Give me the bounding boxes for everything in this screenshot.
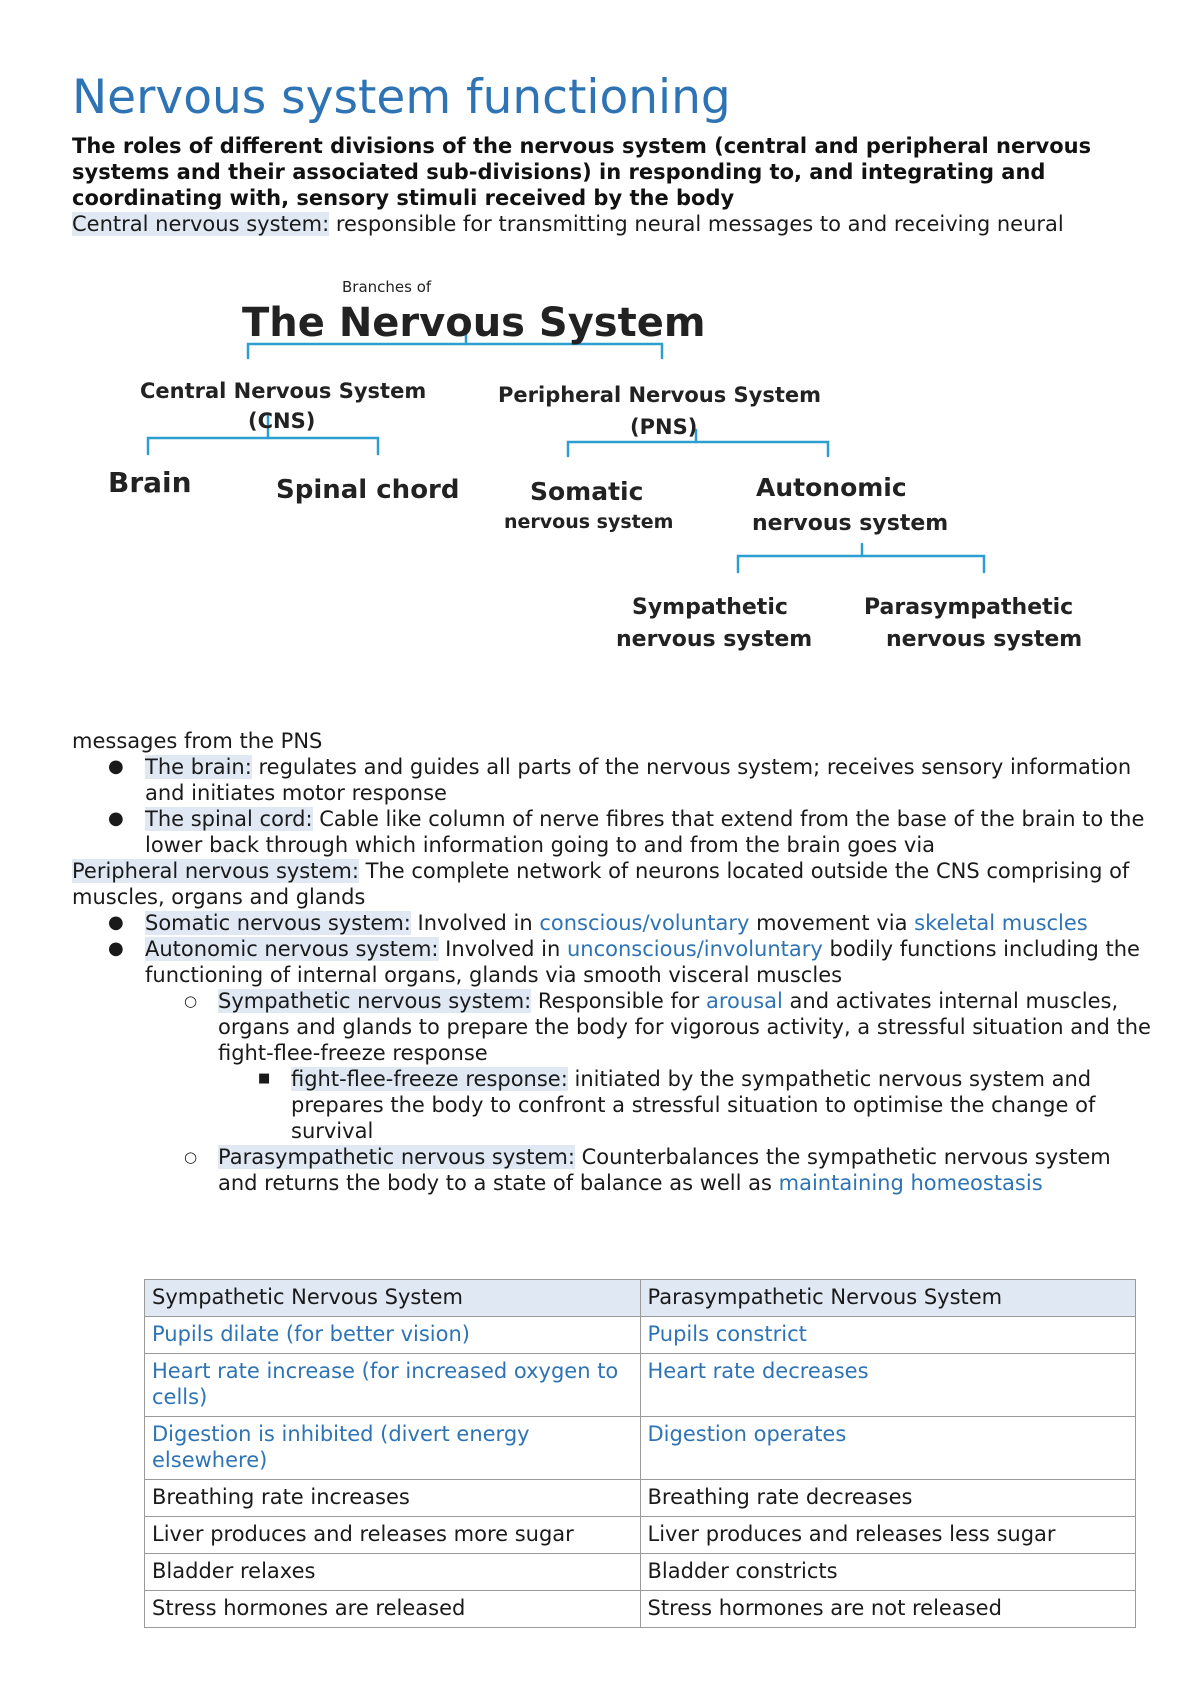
autonomic-text-1: Involved in [438, 937, 567, 961]
autonomic-text-2: bodily functions including the functioning of internal organs, glands via smooth visceral muscles [145, 937, 1140, 987]
table-row [145, 1591, 1136, 1628]
somatic-text-1: Involved in [410, 911, 540, 935]
table-row [145, 1480, 1136, 1517]
table-cell: Breathing rate decreases [640, 1480, 1136, 1517]
somatic-term: Somatic nervous system: [145, 911, 411, 935]
diagram-brain: Brain [108, 466, 192, 499]
table-cell: Bladder constricts [640, 1554, 1136, 1591]
fff-term: fight-flee-freeze response: [291, 1067, 568, 1091]
para-term: Parasympathetic nervous system: [218, 1145, 575, 1169]
brain-text: regulates and guides all parts of the nervous system; receives sensory information and initiates motor response [145, 755, 1132, 805]
table-cell: Heart rate decreases [640, 1354, 1136, 1417]
table-row [145, 1354, 1136, 1417]
table-cell: Digestion is inhibited (divert energy elsewhere) [145, 1417, 641, 1480]
bullet-icon: ● [108, 808, 124, 829]
table-cell: Stress hormones are not released [640, 1591, 1136, 1628]
diagram-autonomic-line1: Autonomic [756, 473, 907, 502]
diagram-cns-line1: Central Nervous System [140, 379, 427, 403]
root-bracket [248, 344, 662, 358]
nervous-system-diagram [100, 270, 1140, 690]
sympathetic-text-2: and activates internal muscles, organs and glands to prepare the body for vigorous activity, a stressful situation and the fight-flee-freeze response [218, 989, 1151, 1065]
list-item-somatic [72, 910, 1152, 936]
cns-list [72, 754, 1152, 858]
table-cell: Pupils dilate (for better vision) [145, 1317, 641, 1354]
somatic-keyword-1: conscious/voluntary [539, 911, 750, 935]
bullet-icon: ● [108, 756, 124, 777]
sympathetic-keyword-1: arousal [706, 989, 783, 1013]
table-cell: Breathing rate increases [145, 1480, 641, 1517]
spinal-term: The spinal cord: [145, 807, 313, 831]
sympathetic-text-1: Responsible for [531, 989, 706, 1013]
comparison-table [144, 1279, 1136, 1628]
sympathetic-term: Sympathetic nervous system: [218, 989, 532, 1013]
list-item-parasympathetic [72, 1144, 1152, 1196]
cns-term: Central nervous system: [72, 212, 330, 236]
list-item-sympathetic [72, 988, 1152, 1066]
table-header-sympathetic: Sympathetic Nervous System [145, 1280, 641, 1317]
circle-bullet-icon: ○ [184, 992, 198, 1010]
para-keyword-1: maintaining homeostasis [778, 1171, 1043, 1195]
page-title: Nervous system functioning [72, 70, 731, 125]
table-row [145, 1517, 1136, 1554]
diagram-somatic-line2: nervous system [504, 511, 674, 533]
cns-definition-start [72, 211, 1152, 237]
table-row [145, 1417, 1136, 1480]
diagram-pns-line1: Peripheral Nervous System [498, 383, 821, 407]
pns-list [72, 910, 1152, 1196]
bullet-icon: ● [108, 938, 124, 959]
square-bullet-icon: ■ [258, 1071, 271, 1086]
notes-section [72, 728, 1152, 1196]
diagram-pns-line2: (PNS) [630, 415, 698, 439]
diagram-parasympathetic-line2: nervous system [886, 627, 1083, 652]
cns-text-part1: responsible for transmitting neural messages to and receiving neural [329, 212, 1064, 236]
diagram-kicker: Branches of [342, 278, 432, 296]
cns-definition-end: messages from the PNS [72, 729, 323, 753]
list-item-fight-flee-freeze [72, 1066, 1152, 1144]
table-cell: Bladder relaxes [145, 1554, 641, 1591]
cns-bracket [148, 438, 378, 454]
list-item-autonomic [72, 936, 1152, 988]
table-cell: Stress hormones are released [145, 1591, 641, 1628]
fff-text: initiated by the sympathetic nervous system and prepares the body to confront a stressful situation to optimise the change of survival [291, 1067, 1096, 1143]
table-cell: Liver produces and releases less sugar [640, 1517, 1136, 1554]
pns-definition [72, 858, 1152, 910]
somatic-text-2: movement via [749, 911, 915, 935]
table-row [145, 1317, 1136, 1354]
circle-bullet-icon: ○ [184, 1148, 198, 1166]
diagram-cns-line2: (CNS) [248, 409, 316, 433]
table-header-row [145, 1280, 1136, 1317]
diagram-sympathetic-line2: nervous system [616, 627, 813, 652]
autonomic-term: Autonomic nervous system: [145, 937, 439, 961]
list-item-brain [72, 754, 1152, 806]
somatic-keyword-2: skeletal muscles [914, 911, 1088, 935]
autonomic-bracket [738, 556, 984, 572]
diagram-autonomic-line2: nervous system [752, 511, 949, 536]
table-cell: Digestion operates [640, 1417, 1136, 1480]
diagram-spinal: Spinal chord [276, 475, 460, 505]
autonomic-keyword-1: unconscious/involuntary [566, 937, 823, 961]
table-row [145, 1554, 1136, 1591]
table-cell: Liver produces and releases more sugar [145, 1517, 641, 1554]
list-item-spinal-cord [72, 806, 1152, 858]
table-cell: Heart rate increase (for increased oxygen to cells) [145, 1354, 641, 1417]
diagram-parasympathetic-line1: Parasympathetic [864, 595, 1074, 620]
spinal-text: Cable like column of nerve fibres that extend from the base of the brain to the lower back through which information going to and from the brain goes via [145, 807, 1145, 857]
page-subtitle: The roles of different divisions of the nervous system (central and peripheral nervous systems and their associated sub-divisions) in responding to, and integrating and coordinating with, sensory stimuli received by the body [72, 134, 1092, 210]
bullet-icon: ● [108, 912, 124, 933]
pns-text: The complete network of neurons located outside the CNS comprising of muscles, organs and glands [72, 859, 1130, 909]
diagram-root: The Nervous System [242, 300, 706, 346]
pns-bracket [568, 442, 828, 456]
diagram-somatic-line1: Somatic [530, 477, 644, 506]
table-cell: Pupils constrict [640, 1317, 1136, 1354]
diagram-sympathetic-line1: Sympathetic [632, 595, 788, 620]
table-header-parasympathetic: Parasympathetic Nervous System [640, 1280, 1136, 1317]
diagram-labels [108, 278, 1082, 652]
brain-term: The brain: [145, 755, 252, 779]
pns-term: Peripheral nervous system: [72, 859, 359, 883]
para-text-1: Counterbalances the sympathetic nervous system and returns the body to a state of balance as well as [218, 1145, 1111, 1195]
